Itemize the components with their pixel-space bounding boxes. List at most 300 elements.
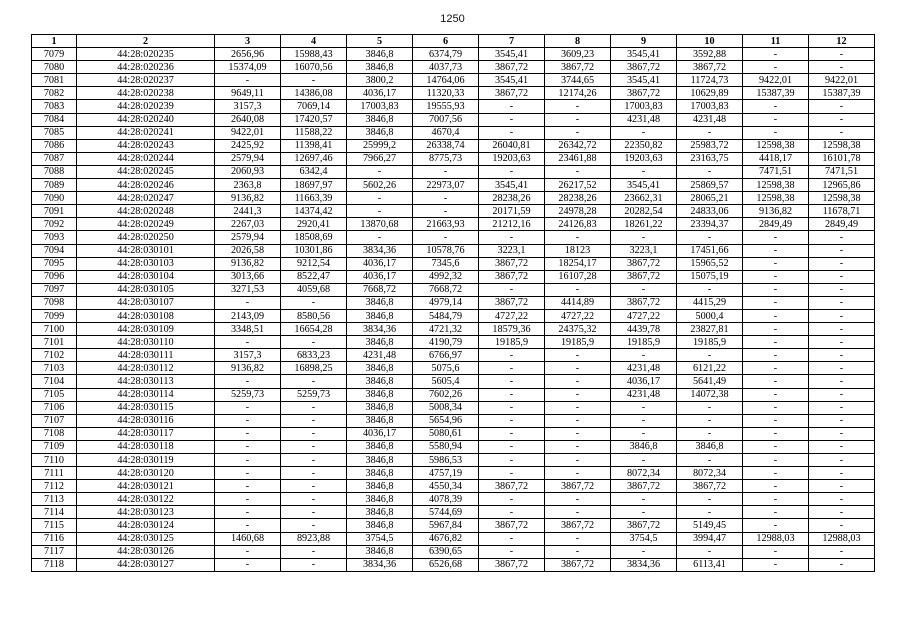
table-cell: 44:28:030103 <box>77 257 215 270</box>
table-cell: 2579,94 <box>215 152 281 165</box>
column-header: 1 <box>32 35 77 48</box>
table-cell: 11724,73 <box>677 74 743 87</box>
table-cell: - <box>611 545 677 558</box>
table-cell: 3867,72 <box>611 270 677 283</box>
table-cell: 4036,17 <box>347 87 413 100</box>
table-cell: 9422,01 <box>809 74 875 87</box>
table-cell: - <box>545 349 611 362</box>
table-cell: 7106 <box>32 401 77 414</box>
table-cell: - <box>281 493 347 506</box>
table-cell: 19203,63 <box>479 152 545 165</box>
table-cell: 12697,46 <box>281 152 347 165</box>
table-cell: 5259,73 <box>215 388 281 401</box>
table-cell: - <box>215 74 281 87</box>
table-cell: - <box>479 283 545 296</box>
column-header: 7 <box>479 35 545 48</box>
table-cell: 44:28:030121 <box>77 480 215 493</box>
table-cell: - <box>479 388 545 401</box>
table-cell: 3157,3 <box>215 349 281 362</box>
table-cell: 22350,82 <box>611 139 677 152</box>
table-cell: - <box>677 427 743 440</box>
table-cell: 10301,86 <box>281 244 347 257</box>
table-cell: - <box>479 506 545 519</box>
table-cell: 44:28:030109 <box>77 323 215 336</box>
table-cell: 3223,1 <box>611 244 677 257</box>
table-cell: 3545,41 <box>479 74 545 87</box>
table-cell: 2363,8 <box>215 179 281 192</box>
table-cell: 3846,8 <box>347 61 413 74</box>
table-cell: - <box>809 126 875 139</box>
table-cell: 15387,39 <box>809 87 875 100</box>
table-cell: 22973,07 <box>413 179 479 192</box>
table-cell: - <box>413 205 479 218</box>
table-cell: 8775,73 <box>413 152 479 165</box>
table-cell: - <box>809 336 875 349</box>
table-cell: - <box>545 414 611 427</box>
table-cell: - <box>677 349 743 362</box>
table-cell: 3592,88 <box>677 48 743 61</box>
table-cell: - <box>677 545 743 558</box>
table-cell: 3867,72 <box>479 296 545 309</box>
column-header: 8 <box>545 35 611 48</box>
table-cell: 24126,83 <box>545 218 611 231</box>
table-row <box>32 126 875 139</box>
table-cell: - <box>743 519 809 532</box>
table-cell: 14764,06 <box>413 74 479 87</box>
table-cell: 15075,19 <box>677 270 743 283</box>
table-cell: 3834,36 <box>347 244 413 257</box>
table-cell: 3867,72 <box>479 558 545 571</box>
table-cell: 14386,08 <box>281 87 347 100</box>
table-cell: 25999,2 <box>347 139 413 152</box>
table-row <box>32 532 875 545</box>
table-cell: 28065,21 <box>677 192 743 205</box>
table-cell: 7101 <box>32 336 77 349</box>
table-cell: - <box>809 309 875 322</box>
table-cell: 44:28:030116 <box>77 414 215 427</box>
table-cell: 17003,83 <box>677 100 743 113</box>
table-cell: - <box>677 454 743 467</box>
table-cell: 4036,17 <box>611 375 677 388</box>
table-cell: 7471,51 <box>809 165 875 178</box>
table-cell: 5641,49 <box>677 375 743 388</box>
table-cell: 25869,57 <box>677 179 743 192</box>
table-cell: 7100 <box>32 323 77 336</box>
table-cell: 11320,33 <box>413 87 479 100</box>
table-cell: 44:28:030114 <box>77 388 215 401</box>
table-cell: - <box>611 427 677 440</box>
table-row <box>32 323 875 336</box>
table-cell: 7083 <box>32 100 77 113</box>
table-cell: 19185,9 <box>677 336 743 349</box>
table-cell: 11588,22 <box>281 126 347 139</box>
table-cell: 5967,84 <box>413 519 479 532</box>
table-cell: 9136,82 <box>743 205 809 218</box>
table-cell: 7104 <box>32 375 77 388</box>
table-cell: - <box>545 454 611 467</box>
table-cell: 24978,28 <box>545 205 611 218</box>
table-row <box>32 414 875 427</box>
table-cell: 8923,88 <box>281 532 347 545</box>
table-cell: 11663,39 <box>281 192 347 205</box>
table-cell: 3867,72 <box>479 519 545 532</box>
table-cell: 3800,2 <box>347 74 413 87</box>
table-cell: 4670,4 <box>413 126 479 139</box>
table-cell: 3545,41 <box>479 48 545 61</box>
table-cell: - <box>611 454 677 467</box>
table-cell: - <box>677 165 743 178</box>
table-cell: - <box>479 126 545 139</box>
table-cell: - <box>809 467 875 480</box>
table-cell: - <box>809 414 875 427</box>
table-cell: 5580,94 <box>413 440 479 453</box>
table-cell: - <box>479 493 545 506</box>
table-cell: 11398,41 <box>281 139 347 152</box>
table-cell: 3867,72 <box>677 61 743 74</box>
table-row <box>32 74 875 87</box>
table-cell: 12965,86 <box>809 179 875 192</box>
table-cell: 7103 <box>32 362 77 375</box>
table-cell: 3846,8 <box>347 113 413 126</box>
table-cell: 44:28:020246 <box>77 179 215 192</box>
table-cell: 6374,79 <box>413 48 479 61</box>
table-cell: - <box>545 545 611 558</box>
table-cell: - <box>215 414 281 427</box>
table-cell: - <box>809 61 875 74</box>
table-row <box>32 519 875 532</box>
table-cell: - <box>743 336 809 349</box>
table-cell: 7081 <box>32 74 77 87</box>
table-cell: 9422,01 <box>743 74 809 87</box>
table-cell: 9136,82 <box>215 362 281 375</box>
table-cell: 7108 <box>32 427 77 440</box>
table-cell: 6526,68 <box>413 558 479 571</box>
table-row <box>32 440 875 453</box>
table-cell: 44:28:030123 <box>77 506 215 519</box>
table-row <box>32 113 875 126</box>
table-cell: 25983,72 <box>677 139 743 152</box>
table-row <box>32 270 875 283</box>
table-cell: - <box>743 375 809 388</box>
table-cell: 44:28:020237 <box>77 74 215 87</box>
column-header: 5 <box>347 35 413 48</box>
table-cell: - <box>281 558 347 571</box>
table-cell: 3545,41 <box>611 48 677 61</box>
table-cell: - <box>281 401 347 414</box>
table-cell: 7084 <box>32 113 77 126</box>
table-cell: 44:28:030125 <box>77 532 215 545</box>
table-cell: - <box>545 165 611 178</box>
table-cell: 7115 <box>32 519 77 532</box>
table-cell: 5484,79 <box>413 309 479 322</box>
table-cell: 17420,57 <box>281 113 347 126</box>
table-cell: 7116 <box>32 532 77 545</box>
table-cell: 44:28:020240 <box>77 113 215 126</box>
table-cell: - <box>281 506 347 519</box>
table-row <box>32 192 875 205</box>
table-cell: 4037,73 <box>413 61 479 74</box>
table-row <box>32 100 875 113</box>
table-cell: 2441,3 <box>215 205 281 218</box>
table-cell: 7117 <box>32 545 77 558</box>
table-cell: 44:28:030112 <box>77 362 215 375</box>
table-cell: - <box>611 506 677 519</box>
table-cell: 4036,17 <box>347 427 413 440</box>
table-cell: 20171,59 <box>479 205 545 218</box>
table-cell: 14374,42 <box>281 205 347 218</box>
table-cell: 7082 <box>32 87 77 100</box>
table-cell: - <box>809 296 875 309</box>
table-cell: - <box>281 296 347 309</box>
table-cell: - <box>743 414 809 427</box>
table-cell: - <box>809 270 875 283</box>
table-cell: 3846,8 <box>347 309 413 322</box>
table-cell: 3867,72 <box>677 480 743 493</box>
table-cell: 8580,56 <box>281 309 347 322</box>
table-cell: 7111 <box>32 467 77 480</box>
table-cell: - <box>347 192 413 205</box>
table-cell: 44:28:020245 <box>77 165 215 178</box>
table-cell: 7113 <box>32 493 77 506</box>
table-cell: - <box>809 427 875 440</box>
table-cell: - <box>479 454 545 467</box>
table-cell: 12598,38 <box>743 192 809 205</box>
table-cell: 24375,32 <box>545 323 611 336</box>
table-cell: - <box>809 283 875 296</box>
table-cell: - <box>743 467 809 480</box>
table-cell: 19185,9 <box>545 336 611 349</box>
table-cell: 7080 <box>32 61 77 74</box>
table-cell: 4036,17 <box>347 257 413 270</box>
table-cell: - <box>281 414 347 427</box>
table-cell: - <box>479 414 545 427</box>
table-cell: 4231,48 <box>611 113 677 126</box>
table-cell: 3846,8 <box>347 401 413 414</box>
table-cell: - <box>215 558 281 571</box>
table-cell: 4757,19 <box>413 467 479 480</box>
table-cell: - <box>281 336 347 349</box>
table-cell: - <box>611 493 677 506</box>
table-cell: - <box>809 545 875 558</box>
table-cell: 17003,83 <box>347 100 413 113</box>
table-cell: - <box>743 454 809 467</box>
table-cell: 18123 <box>545 244 611 257</box>
table-cell: - <box>809 48 875 61</box>
table-row <box>32 296 875 309</box>
table-cell: 28238,26 <box>479 192 545 205</box>
table-cell: 23461,88 <box>545 152 611 165</box>
table-cell: - <box>281 427 347 440</box>
table-cell: 5008,34 <box>413 401 479 414</box>
table-cell: - <box>809 480 875 493</box>
table-cell: - <box>215 296 281 309</box>
table-cell: - <box>677 126 743 139</box>
table-body <box>32 48 875 572</box>
table-cell: 7118 <box>32 558 77 571</box>
table-cell: - <box>281 74 347 87</box>
table-cell: - <box>677 506 743 519</box>
table-cell: - <box>611 126 677 139</box>
table-cell: 3013,66 <box>215 270 281 283</box>
table-cell: 4190,79 <box>413 336 479 349</box>
table-cell: - <box>611 349 677 362</box>
table-cell: 4059,68 <box>281 283 347 296</box>
table-row <box>32 454 875 467</box>
column-header: 6 <box>413 35 479 48</box>
table-cell: 3754,5 <box>611 532 677 545</box>
table-cell: - <box>743 440 809 453</box>
table-cell: 3754,5 <box>347 532 413 545</box>
table-cell: - <box>479 231 545 244</box>
table-cell: - <box>809 323 875 336</box>
table-cell: 4231,48 <box>347 349 413 362</box>
table-cell: 18697,97 <box>281 179 347 192</box>
table-cell: - <box>743 126 809 139</box>
table-cell: - <box>809 100 875 113</box>
table-cell: 44:28:030127 <box>77 558 215 571</box>
table-cell: - <box>611 165 677 178</box>
table-cell: 2579,94 <box>215 231 281 244</box>
table-cell: 7102 <box>32 349 77 362</box>
table-cell: - <box>215 519 281 532</box>
table-cell: - <box>281 480 347 493</box>
table-cell: 3744,65 <box>545 74 611 87</box>
table-cell: 4231,48 <box>611 362 677 375</box>
table-cell: 44:28:030117 <box>77 427 215 440</box>
table-row <box>32 309 875 322</box>
table-cell: - <box>677 414 743 427</box>
table-cell: - <box>545 126 611 139</box>
table-cell: 6342,4 <box>281 165 347 178</box>
table-cell: 3867,72 <box>611 61 677 74</box>
table-cell: 3846,8 <box>347 493 413 506</box>
table-cell: 12598,38 <box>743 179 809 192</box>
table-cell: 5654,96 <box>413 414 479 427</box>
table-cell: 2640,08 <box>215 113 281 126</box>
table-cell: 3834,36 <box>347 323 413 336</box>
table-cell: 12988,03 <box>809 532 875 545</box>
table-cell: 18261,22 <box>611 218 677 231</box>
table-cell: 18508,69 <box>281 231 347 244</box>
table-cell: 7097 <box>32 283 77 296</box>
table-cell: - <box>611 401 677 414</box>
table-cell: 16107,28 <box>545 270 611 283</box>
table-cell: 3846,8 <box>347 414 413 427</box>
table-cell: 44:28:030122 <box>77 493 215 506</box>
table-cell: - <box>809 257 875 270</box>
table-cell: - <box>545 362 611 375</box>
table-cell: - <box>743 113 809 126</box>
table-cell: 7345,6 <box>413 257 479 270</box>
table-cell: 9136,82 <box>215 257 281 270</box>
table-cell: - <box>413 165 479 178</box>
table-cell: 14072,38 <box>677 388 743 401</box>
table-cell: - <box>479 440 545 453</box>
table-cell: 4721,32 <box>413 323 479 336</box>
table-cell: - <box>545 283 611 296</box>
table-cell: 3867,72 <box>479 87 545 100</box>
table-cell: - <box>479 349 545 362</box>
table-cell: 3846,8 <box>347 440 413 453</box>
table-cell: - <box>743 506 809 519</box>
column-header: 11 <box>743 35 809 48</box>
table-cell: - <box>215 506 281 519</box>
table-cell: 2143,09 <box>215 309 281 322</box>
table-cell: 3846,8 <box>347 454 413 467</box>
table-cell: 3867,72 <box>479 480 545 493</box>
table-cell: 44:28:030120 <box>77 467 215 480</box>
table-cell: 19555,93 <box>413 100 479 113</box>
table-cell: 3867,72 <box>611 87 677 100</box>
table-cell: 7007,56 <box>413 113 479 126</box>
table-cell: 12598,38 <box>743 139 809 152</box>
table-cell: 44:28:020244 <box>77 152 215 165</box>
table-cell: 5605,4 <box>413 375 479 388</box>
table-cell: - <box>809 519 875 532</box>
table-cell: 8522,47 <box>281 270 347 283</box>
table-cell: 7602,26 <box>413 388 479 401</box>
table-cell: - <box>743 362 809 375</box>
table-cell: 26338,74 <box>413 139 479 152</box>
table-cell: 3545,41 <box>611 179 677 192</box>
table-row <box>32 467 875 480</box>
table-cell: - <box>413 192 479 205</box>
table-cell: 16070,56 <box>281 61 347 74</box>
table-cell: 3846,8 <box>347 296 413 309</box>
table-cell: - <box>215 375 281 388</box>
table-cell: - <box>743 283 809 296</box>
table-row <box>32 388 875 401</box>
table-cell: - <box>479 375 545 388</box>
table-cell: 6766,97 <box>413 349 479 362</box>
table-cell: 7089 <box>32 179 77 192</box>
table-cell: 3867,72 <box>545 480 611 493</box>
table-cell: 7086 <box>32 139 77 152</box>
table-cell: 3846,8 <box>347 48 413 61</box>
table-cell: 3545,41 <box>611 74 677 87</box>
table-cell: 3348,51 <box>215 323 281 336</box>
table-cell: 3834,36 <box>347 558 413 571</box>
table-cell: - <box>281 440 347 453</box>
table-cell: 44:28:020241 <box>77 126 215 139</box>
table-cell: 4979,14 <box>413 296 479 309</box>
table-row <box>32 427 875 440</box>
table-cell: - <box>545 467 611 480</box>
table-cell: 3846,8 <box>347 336 413 349</box>
table-cell: 3846,8 <box>347 362 413 375</box>
table-cell: 44:28:020248 <box>77 205 215 218</box>
table-cell: - <box>677 283 743 296</box>
table-cell: 4415,29 <box>677 296 743 309</box>
table-cell: 2920,41 <box>281 218 347 231</box>
table-cell: 4676,82 <box>413 532 479 545</box>
table-cell: 7079 <box>32 48 77 61</box>
table-cell: 4439,78 <box>611 323 677 336</box>
table-cell: 3846,8 <box>677 440 743 453</box>
data-table <box>31 34 875 572</box>
table-cell: 44:28:030107 <box>77 296 215 309</box>
table-cell: 16898,25 <box>281 362 347 375</box>
table-cell: 44:28:020243 <box>77 139 215 152</box>
table-cell: - <box>743 480 809 493</box>
table-cell: - <box>479 362 545 375</box>
table-cell: 7668,72 <box>347 283 413 296</box>
column-header: 12 <box>809 35 875 48</box>
table-cell: - <box>215 454 281 467</box>
table-cell: 2060,93 <box>215 165 281 178</box>
table-cell: 44:28:030113 <box>77 375 215 388</box>
table-cell: 10578,76 <box>413 244 479 257</box>
